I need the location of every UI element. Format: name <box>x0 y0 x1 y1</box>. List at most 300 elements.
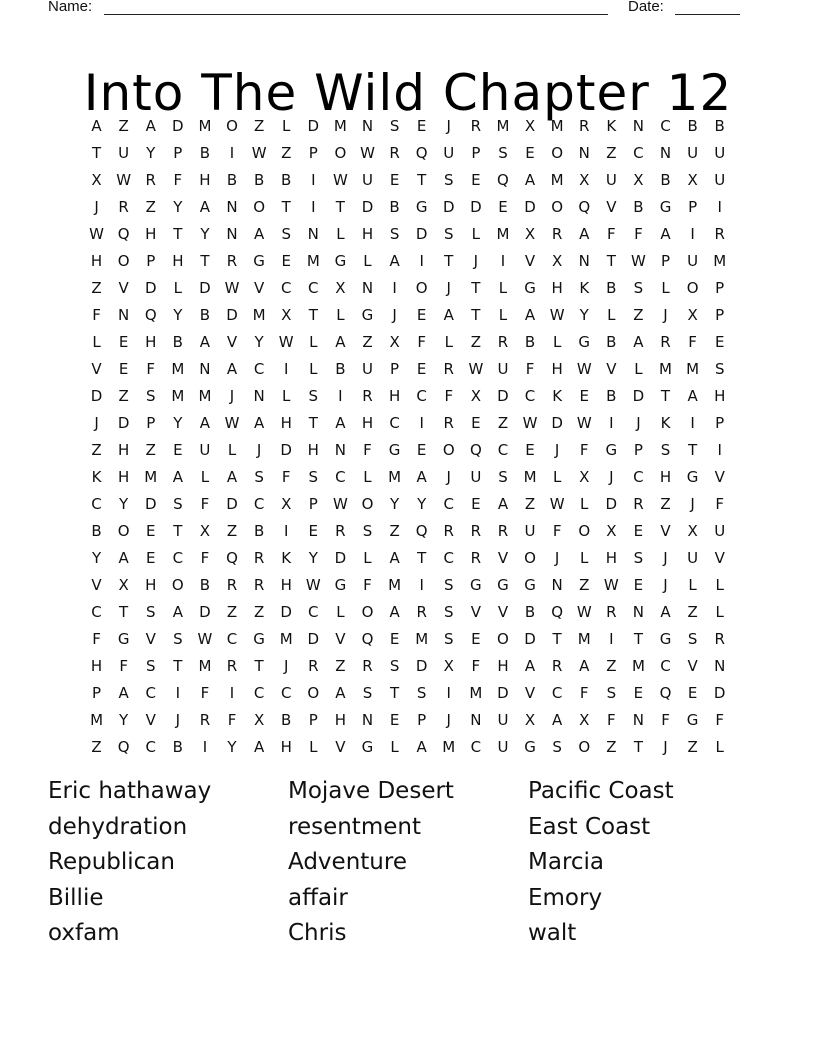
grid-cell: M <box>659 359 672 378</box>
grid-cell: Y <box>200 224 210 243</box>
grid-cell: G <box>470 575 482 594</box>
grid-cell: T <box>308 413 318 432</box>
grid-cell: V <box>497 548 509 567</box>
grid-cell: R <box>389 143 400 162</box>
grid-cell: A <box>199 332 211 351</box>
grid-cell: Y <box>173 305 183 324</box>
grid-cell: V <box>145 710 156 729</box>
grid-cell: L <box>309 359 318 378</box>
grid-cell: W <box>197 629 213 648</box>
grid-cell: U <box>497 737 509 756</box>
grid-cell: S <box>606 683 617 702</box>
grid-cell: X <box>443 656 454 675</box>
grid-cell: L <box>444 332 453 351</box>
grid-cell: O <box>117 521 130 540</box>
grid-cell: M <box>496 116 510 135</box>
grid-cell: M <box>171 386 185 405</box>
grid-cell: C <box>443 548 454 567</box>
grid-cell: Z <box>389 521 400 540</box>
grid-cell: W <box>332 494 348 513</box>
grid-cell: Z <box>497 413 509 432</box>
grid-cell: U <box>361 359 373 378</box>
grid-cell: M <box>279 629 293 648</box>
grid-cell: V <box>91 359 102 378</box>
grid-cell: Z <box>253 116 265 135</box>
grid-cell: V <box>606 197 617 216</box>
grid-cell: C <box>633 143 644 162</box>
grid-cell: S <box>362 521 373 540</box>
grid-cell: H <box>172 251 184 270</box>
grid-cell: F <box>552 521 562 540</box>
grid-cell: E <box>416 359 427 378</box>
grid-cell: B <box>633 197 644 216</box>
grid-cell: D <box>199 602 211 621</box>
grid-cell: V <box>118 278 129 297</box>
grid-cell: Q <box>551 602 564 621</box>
grid-cell: L <box>200 467 210 486</box>
grid-cell: C <box>416 386 427 405</box>
grid-cell: M <box>198 116 212 135</box>
grid-cell: F <box>227 710 237 729</box>
grid-cell: R <box>633 494 644 513</box>
grid-cell: D <box>199 278 211 297</box>
grid-cell: J <box>94 197 99 216</box>
grid-cell: J <box>663 305 668 324</box>
grid-cell: W <box>522 413 538 432</box>
grid-cell: S <box>145 656 156 675</box>
grid-cell: E <box>416 116 427 135</box>
grid-cell: R <box>443 359 454 378</box>
grid-cell: I <box>419 575 424 594</box>
grid-cell: F <box>363 440 372 459</box>
grid-cell: Z <box>226 521 238 540</box>
grid-cell: J <box>229 386 235 405</box>
grid-cell: T <box>417 548 427 567</box>
grid-cell: A <box>579 656 590 675</box>
grid-cell: V <box>714 548 725 567</box>
grid-cell: C <box>145 683 156 702</box>
grid-cell: M <box>171 359 185 378</box>
grid-cell: T <box>91 143 102 162</box>
grid-cell: A <box>335 683 346 702</box>
grid-cell: L <box>363 548 372 567</box>
grid-cell: I <box>283 521 289 540</box>
grid-cell: D <box>144 278 157 297</box>
grid-cell: F <box>715 494 725 513</box>
page-title: Into The Wild Chapter 12 <box>83 63 733 122</box>
grid-cell: H <box>118 467 130 486</box>
word-list-item: resentment <box>288 813 421 840</box>
word-list-item: Adventure <box>288 849 407 875</box>
grid-cell: R <box>443 413 454 432</box>
grid-cell: O <box>415 278 428 297</box>
grid-cell: F <box>200 494 210 513</box>
grid-cell: J <box>554 548 560 567</box>
grid-cell: L <box>580 494 589 513</box>
grid-cell: N <box>632 116 645 135</box>
grid-cell: B <box>335 359 346 378</box>
grid-cell: T <box>688 440 698 459</box>
grid-cell: X <box>199 521 211 540</box>
grid-cell: H <box>659 467 672 486</box>
grid-cell: D <box>280 602 292 621</box>
grid-cell: J <box>663 737 668 756</box>
grid-cell: G <box>117 629 130 648</box>
grid-cell: M <box>442 737 456 756</box>
grid-cell: M <box>469 683 483 702</box>
grid-cell: E <box>471 413 481 432</box>
grid-cell: S <box>687 629 698 648</box>
grid-cell: D <box>144 494 157 513</box>
grid-cell: V <box>714 467 725 486</box>
grid-cell: W <box>332 170 348 189</box>
grid-cell: N <box>470 710 482 729</box>
grid-cell: G <box>361 305 374 324</box>
grid-cell: L <box>390 737 399 756</box>
grid-cell: S <box>254 467 264 486</box>
grid-cell: R <box>470 521 482 540</box>
grid-cell: I <box>175 683 181 702</box>
grid-cell: C <box>470 737 482 756</box>
grid-cell: Z <box>118 386 129 405</box>
grid-cell: H <box>551 359 563 378</box>
grid-cell: R <box>335 521 346 540</box>
grid-cell: N <box>307 224 319 243</box>
grid-cell: D <box>307 116 320 135</box>
grid-cell: R <box>308 656 319 675</box>
grid-cell: X <box>281 494 292 513</box>
grid-cell: Q <box>361 629 374 648</box>
grid-cell: L <box>363 467 372 486</box>
grid-cell: G <box>686 467 699 486</box>
grid-cell: Z <box>335 656 346 675</box>
grid-cell: D <box>117 413 130 432</box>
grid-cell: O <box>226 116 238 135</box>
grid-cell: B <box>253 170 265 189</box>
grid-cell: F <box>688 332 697 351</box>
grid-cell: L <box>580 548 589 567</box>
grid-cell: H <box>199 170 211 189</box>
name-blank-line <box>104 14 608 15</box>
grid-cell: G <box>605 440 618 459</box>
grid-cell: V <box>335 629 346 648</box>
grid-cell: X <box>524 710 536 729</box>
grid-cell: I <box>311 197 316 216</box>
grid-cell: Q <box>497 170 509 189</box>
grid-cell: O <box>307 683 320 702</box>
grid-cell: N <box>632 602 645 621</box>
grid-cell: U <box>443 143 455 162</box>
grid-cell: N <box>334 440 346 459</box>
grid-cell: W <box>278 332 294 351</box>
grid-cell: V <box>524 251 536 270</box>
grid-cell: D <box>334 548 347 567</box>
grid-cell: C <box>253 683 265 702</box>
grid-cell: G <box>415 197 428 216</box>
grid-cell: H <box>145 575 157 594</box>
grid-cell: L <box>282 386 291 405</box>
grid-cell: X <box>524 224 536 243</box>
grid-cell: O <box>361 494 374 513</box>
grid-cell: G <box>497 575 509 594</box>
grid-cell: W <box>89 224 104 243</box>
grid-cell: D <box>415 656 428 675</box>
grid-cell: J <box>446 467 451 486</box>
grid-cell: A <box>524 305 536 324</box>
grid-cell: A <box>226 359 238 378</box>
grid-cell: C <box>443 494 454 513</box>
grid-cell: X <box>579 710 590 729</box>
grid-cell: H <box>280 737 292 756</box>
grid-cell: A <box>660 602 671 621</box>
grid-cell: F <box>146 359 156 378</box>
grid-cell: G <box>659 629 672 648</box>
grid-cell: U <box>497 359 509 378</box>
grid-cell: C <box>280 278 292 297</box>
grid-cell: P <box>417 710 427 729</box>
grid-cell: V <box>253 278 265 297</box>
grid-cell: E <box>471 170 481 189</box>
grid-cell: W <box>576 359 592 378</box>
grid-cell: Z <box>118 116 129 135</box>
grid-cell: J <box>94 413 99 432</box>
grid-cell: G <box>686 710 699 729</box>
grid-cell: E <box>633 521 644 540</box>
grid-cell: M <box>523 467 537 486</box>
grid-cell: U <box>524 521 536 540</box>
grid-cell: Q <box>117 737 130 756</box>
grid-cell: T <box>606 251 616 270</box>
grid-cell: L <box>498 305 508 324</box>
grid-cell: S <box>308 467 319 486</box>
grid-cell: S <box>444 575 454 594</box>
grid-cell: N <box>714 656 726 675</box>
grid-cell: H <box>497 656 509 675</box>
grid-cell: X <box>552 251 563 270</box>
grid-cell: C <box>280 683 292 702</box>
grid-cell: Z <box>660 494 671 513</box>
grid-cell: L <box>309 332 318 351</box>
grid-cell: U <box>118 143 130 162</box>
grid-cell: O <box>524 548 536 567</box>
grid-cell: N <box>361 710 374 729</box>
grid-cell: B <box>389 197 400 216</box>
grid-cell: P <box>146 251 156 270</box>
grid-cell: W <box>360 143 375 162</box>
grid-cell: X <box>579 170 590 189</box>
grid-cell: U <box>714 170 726 189</box>
grid-cell: Y <box>254 332 264 351</box>
grid-cell: T <box>254 656 264 675</box>
grid-cell: T <box>281 197 291 216</box>
grid-cell: R <box>551 656 563 675</box>
word-list-item: Billie <box>48 884 104 911</box>
grid-cell: Y <box>579 305 589 324</box>
grid-cell: A <box>118 548 129 567</box>
grid-cell: E <box>389 629 400 648</box>
grid-cell: R <box>606 602 617 621</box>
name-label: Name: <box>48 0 93 15</box>
grid-cell: A <box>389 251 400 270</box>
grid-cell: X <box>606 521 617 540</box>
grid-cell: X <box>687 521 698 540</box>
grid-cell: H <box>145 224 157 243</box>
grid-cell: U <box>361 170 373 189</box>
grid-cell: Z <box>362 332 373 351</box>
word-list-item: Marcia <box>528 849 605 875</box>
grid-cell: G <box>361 737 374 756</box>
grid-cell: F <box>525 359 535 378</box>
header-line <box>48 0 748 18</box>
grid-cell: I <box>419 413 424 432</box>
grid-cell: C <box>660 116 671 135</box>
grid-cell: K <box>281 548 292 567</box>
grid-cell: W <box>576 602 592 621</box>
grid-cell: A <box>335 332 346 351</box>
grid-cell: E <box>714 332 725 351</box>
grid-cell: F <box>607 224 616 243</box>
grid-cell: A <box>199 413 211 432</box>
grid-cell: F <box>417 332 426 351</box>
grid-cell: A <box>91 116 102 135</box>
grid-cell: Y <box>389 494 400 513</box>
grid-cell: N <box>226 224 238 243</box>
grid-cell: H <box>145 332 157 351</box>
grid-cell: S <box>389 656 400 675</box>
grid-cell: E <box>633 683 644 702</box>
grid-cell: W <box>305 575 321 594</box>
grid-cell: A <box>199 197 211 216</box>
grid-cell: R <box>714 224 725 243</box>
grid-cell: A <box>226 467 238 486</box>
grid-cell: E <box>416 305 427 324</box>
grid-cell: G <box>334 251 347 270</box>
grid-cell: I <box>392 278 397 297</box>
grid-cell: N <box>118 305 130 324</box>
grid-cell: X <box>687 305 698 324</box>
grid-cell: H <box>714 386 726 405</box>
grid-cell: D <box>551 413 563 432</box>
grid-cell: S <box>389 116 400 135</box>
word-list-item: oxfam <box>48 920 120 946</box>
grid-cell: S <box>145 602 156 621</box>
grid-cell: F <box>579 683 589 702</box>
grid-cell: X <box>91 170 102 189</box>
grid-cell: B <box>281 710 292 729</box>
grid-cell: Y <box>173 413 183 432</box>
grid-cell: S <box>660 440 671 459</box>
grid-cell: R <box>443 521 454 540</box>
grid-cell: T <box>173 656 183 675</box>
grid-cell: S <box>308 386 319 405</box>
grid-cell: L <box>634 359 643 378</box>
grid-cell: W <box>224 278 240 297</box>
grid-cell: Z <box>145 197 156 216</box>
grid-cell: Y <box>119 494 129 513</box>
grid-cell: N <box>578 251 590 270</box>
grid-cell: T <box>633 629 643 648</box>
grid-cell: B <box>172 737 183 756</box>
grid-cell: Q <box>415 143 428 162</box>
grid-cell: L <box>336 224 345 243</box>
grid-cell: C <box>633 467 644 486</box>
grid-cell: H <box>361 413 374 432</box>
grid-cell: T <box>417 170 427 189</box>
grid-cell: M <box>550 116 564 135</box>
grid-cell: D <box>470 197 482 216</box>
grid-cell: O <box>578 737 591 756</box>
grid-cell: B <box>253 521 265 540</box>
grid-cell: Y <box>173 197 183 216</box>
grid-cell: B <box>172 332 183 351</box>
grid-cell: M <box>686 359 700 378</box>
grid-cell: D <box>226 305 238 324</box>
word-list <box>48 778 768 956</box>
grid-cell: G <box>253 629 265 648</box>
grid-cell: C <box>253 494 265 513</box>
grid-cell: J <box>283 656 289 675</box>
grid-cell: J <box>636 413 641 432</box>
grid-cell: V <box>524 683 536 702</box>
grid-cell: S <box>444 602 454 621</box>
grid-cell: A <box>552 710 563 729</box>
grid-cell: J <box>392 305 397 324</box>
grid-cell: L <box>336 305 345 324</box>
grid-cell: O <box>578 521 591 540</box>
grid-cell: P <box>688 197 698 216</box>
grid-cell: L <box>309 737 318 756</box>
grid-cell: M <box>388 575 402 594</box>
grid-cell: W <box>468 359 484 378</box>
grid-cell: V <box>687 656 698 675</box>
grid-cell: T <box>335 197 345 216</box>
grid-cell: K <box>606 116 617 135</box>
grid-cell: E <box>633 575 644 594</box>
grid-cell: I <box>690 413 695 432</box>
grid-cell: Y <box>417 494 427 513</box>
grid-cell: A <box>524 656 536 675</box>
grid-cell: H <box>280 575 292 594</box>
grid-cell: F <box>200 548 210 567</box>
grid-cell: A <box>118 683 129 702</box>
word-list-item: Emory <box>528 884 603 911</box>
grid-cell: P <box>660 251 671 270</box>
grid-cell: O <box>686 278 699 297</box>
grid-cell: B <box>606 332 617 351</box>
grid-cell: M <box>252 305 266 324</box>
grid-cell: I <box>202 737 208 756</box>
grid-cell: O <box>361 602 374 621</box>
grid-cell: T <box>552 629 562 648</box>
grid-cell: B <box>281 170 292 189</box>
grid-cell: F <box>471 656 481 675</box>
grid-cell: T <box>173 224 183 243</box>
grid-cell: R <box>226 251 238 270</box>
grid-cell: A <box>389 548 400 567</box>
grid-cell: O <box>334 143 347 162</box>
grid-cell: V <box>335 737 346 756</box>
grid-cell: N <box>361 116 374 135</box>
grid-cell: R <box>579 116 590 135</box>
grid-cell: X <box>281 305 292 324</box>
grid-cell: J <box>609 467 614 486</box>
grid-cell: P <box>471 143 481 162</box>
grid-cell: M <box>631 656 645 675</box>
grid-cell: P <box>633 440 643 459</box>
grid-cell: Y <box>308 548 318 567</box>
grid-cell: F <box>173 170 183 189</box>
grid-cell: G <box>524 737 536 756</box>
